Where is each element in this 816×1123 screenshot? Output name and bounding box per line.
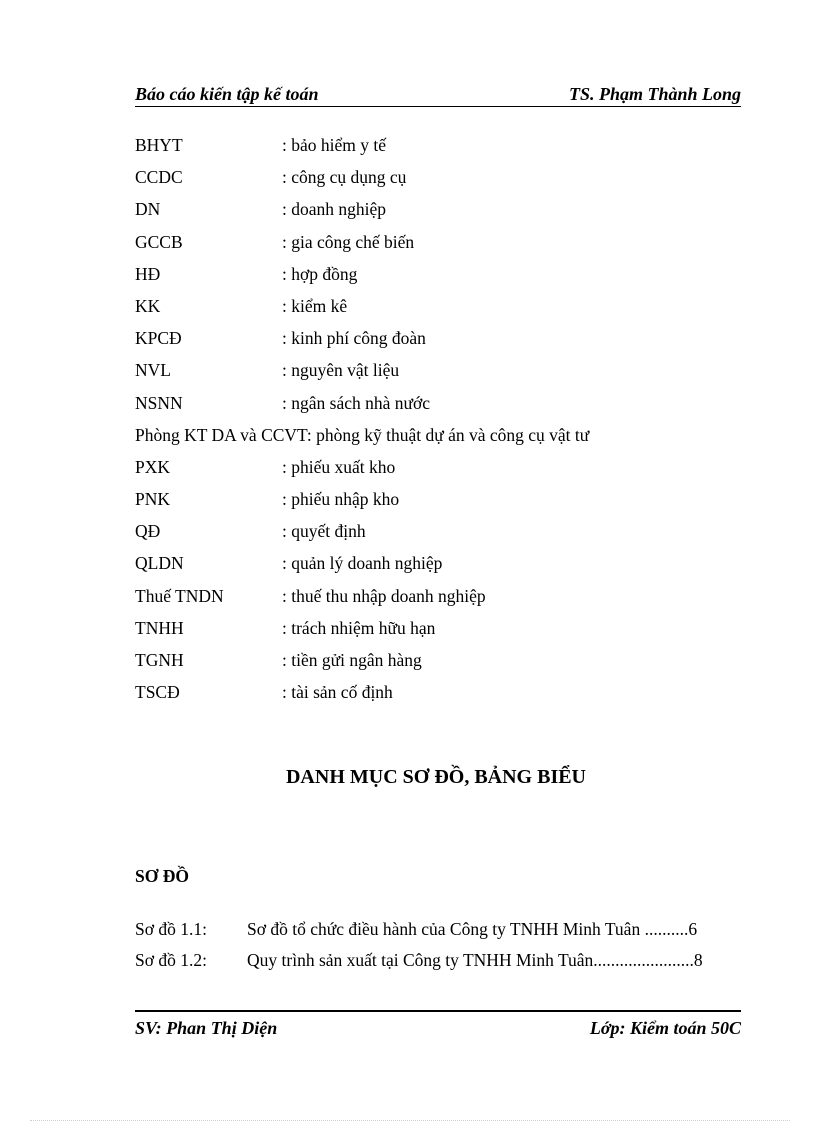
diagram-list-item [135, 916, 741, 947]
abbreviation-definition: : ngân sách nhà nước [282, 392, 430, 413]
abbreviation-term: TGNH [135, 650, 184, 670]
abbreviation-definition: : hợp đồng [282, 263, 358, 284]
page-footer [135, 1010, 741, 1040]
abbreviation-row [135, 390, 755, 422]
abbreviation-definition: : trách nhiệm hữu hạn [282, 617, 436, 638]
abbreviation-row [135, 647, 755, 679]
diagram-list [135, 916, 741, 978]
abbreviation-definition: : doanh nghiệp [282, 199, 387, 220]
abbreviation-row [135, 422, 755, 454]
abbreviation-definition: : tiền gửi ngân hàng [282, 650, 422, 670]
abbreviation-definition: : quản lý doanh nghiệp [282, 553, 443, 574]
abbreviation-term: TNHH [135, 617, 184, 638]
supervisor-name: TS. Phạm Thành Long [568, 84, 741, 104]
abbreviation-term: NSNN [135, 392, 183, 413]
abbreviation-definition: : bảo hiểm y tế [282, 135, 387, 155]
abbreviation-row [135, 615, 755, 647]
abbreviation-full-line: Phòng KT DA và CCVT: phòng kỹ thuật dự án và công cụ vật tư [135, 424, 590, 445]
report-title: Báo cáo kiến tập kế toán [135, 84, 319, 104]
abbreviation-definition: : công cụ dụng cụ [282, 167, 407, 188]
abbreviation-definition: : quyết định [282, 521, 366, 542]
abbreviation-row [135, 293, 755, 325]
abbreviation-term: PXK [135, 456, 171, 477]
diagram-list-item [135, 947, 741, 978]
abbreviation-row [135, 454, 755, 486]
abbreviation-row [135, 325, 755, 357]
list-title: DANH MỤC SƠ ĐỒ, BẢNG BIỂU [285, 766, 587, 788]
abbreviation-definition: : kinh phí công đoàn [282, 328, 426, 349]
abbreviation-term: QLDN [135, 553, 184, 574]
abbreviation-term: TSCĐ [135, 682, 180, 703]
abbreviation-definition: : thuế thu nhập doanh nghiệp [282, 585, 486, 606]
class-name: Lớp: Kiểm toán 50C [589, 1018, 741, 1038]
diagram-label: Sơ đồ 1.2: [135, 950, 207, 970]
abbreviation-term: KPCĐ [135, 328, 182, 349]
abbreviation-definition: : phiếu xuất kho [282, 456, 396, 477]
abbreviation-definition: : gia công chế biến [282, 231, 415, 252]
abbreviation-definition: : nguyên vật liệu [282, 360, 400, 381]
abbreviation-row [135, 164, 755, 196]
abbreviation-term: NVL [135, 360, 171, 381]
abbreviation-term: DN [135, 199, 161, 220]
abbreviation-term: GCCB [135, 231, 183, 252]
abbreviation-term: HĐ [135, 263, 161, 284]
abbreviation-row [135, 357, 755, 389]
abbreviation-definition: : phiếu nhập kho [282, 489, 400, 510]
page-edge-divider [30, 1120, 790, 1121]
abbreviation-list [135, 132, 755, 711]
student-name: SV: Phan Thị Diện [135, 1018, 278, 1038]
abbreviation-term: KK [135, 295, 161, 316]
abbreviation-row [135, 261, 755, 293]
abbreviation-row [135, 229, 755, 261]
page-header [135, 84, 741, 107]
abbreviation-row [135, 518, 755, 550]
abbreviation-term: Thuế TNDN [135, 585, 224, 606]
section-heading: SƠ ĐỒ [135, 866, 189, 886]
abbreviation-definition: : tài sản cố định [282, 682, 393, 703]
diagram-entry: Sơ đồ tổ chức điều hành của Công ty TNHH Minh Tuân ..........6 [247, 919, 698, 939]
abbreviation-row [135, 679, 755, 711]
abbreviation-term: BHYT [135, 135, 183, 155]
abbreviation-row [135, 132, 755, 164]
abbreviation-term: PNK [135, 489, 171, 510]
diagram-entry: Quy trình sản xuất tại Công ty TNHH Minh Tuân.......................8 [247, 950, 703, 970]
abbreviation-row [135, 583, 755, 615]
diagram-label: Sơ đồ 1.1: [135, 919, 207, 939]
abbreviation-definition: : kiểm kê [282, 295, 348, 316]
abbreviation-row [135, 196, 755, 228]
abbreviation-term: QĐ [135, 521, 161, 542]
abbreviation-term: CCDC [135, 167, 183, 188]
abbreviation-row [135, 550, 755, 582]
abbreviation-row [135, 486, 755, 518]
